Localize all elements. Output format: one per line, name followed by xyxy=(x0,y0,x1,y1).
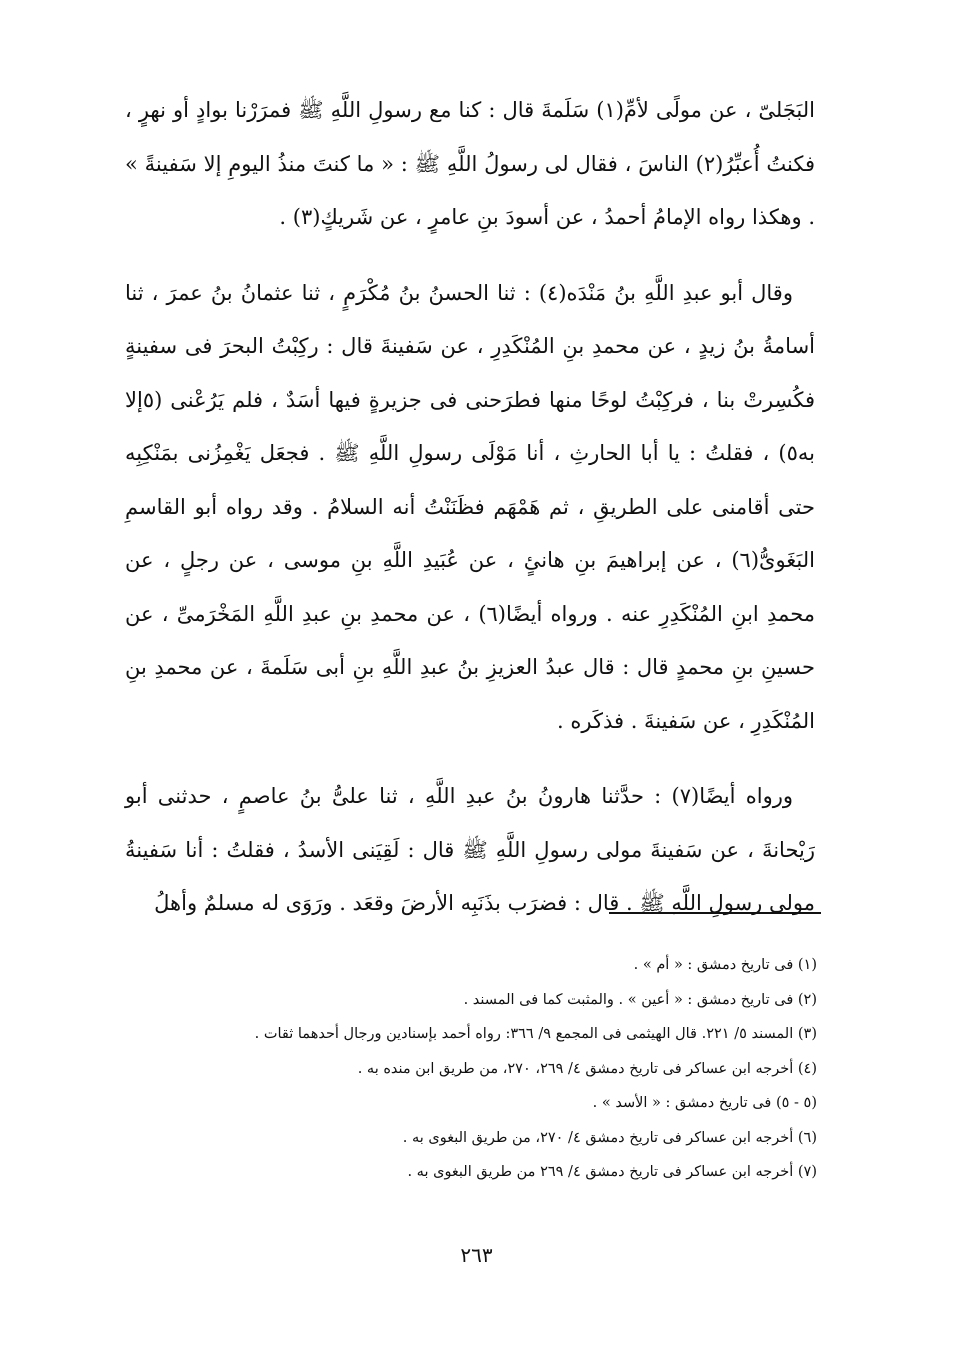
main-text xyxy=(125,84,815,931)
footnote-5: (٥ - ٥) فى تاريخ دمشق : « الأسد » . xyxy=(592,1095,817,1111)
footnote-1: (١) فى تاريخ دمشق : « أم » . xyxy=(633,957,817,973)
paragraph-1: البَجَلىّ ، عن مولًى لأمِّ(١) سَلَمةَ قال : كنا مع رسولِ اللَّهِ ﷺ فمرَرْنا بوادٍ أو نهرٍ ، فكنتُ أُعبِّرُ(٢) الناسَ ، فقال لى رسولُ اللَّهِ ﷺ : « ما كنتَ منذُ اليومِ إلا سَفينةً » . وهكذا رواه الإمامُ أحمدُ ، عن أسودَ بنِ عامرٍ ، عن شَريكٍ(٣) . xyxy=(125,98,815,229)
page-number: ٢٦٣ xyxy=(460,1243,493,1267)
paragraph-3: ورواه أيضًا(٧) : حدَّثنا هارونُ بنُ عبدِ اللَّهِ ، ثنا علىُّ بنُ عاصمٍ ، حدثنى أبو رَيْحانةَ ، عن سَفينةَ مولى رسولِ اللَّهِ ﷺ قال : لَقِيَنى الأسدُ ، فقلتُ : أنا سَفينةُ مولى رسولِ اللَّهِ ﷺ . قال : فضرَب بذَنَبِه الأرضَ وقعَد . ورَوَى له مسلمٌ وأهلُ xyxy=(125,784,815,915)
footnote-6: (٦) أخرجه ابن عساكر فى تاريخ دمشق ٤/ ٢٧٠، من طريق البغوى به . xyxy=(402,1129,817,1146)
footnotes xyxy=(117,948,817,1190)
footnote-separator xyxy=(609,912,821,914)
footnote-3: (٣) المسند ٥/ ٢٢١. قال الهيثمى فى المجمع ٩/ ٣٦٦: رواه أحمد بإسنادين ورجال أحدهما ثقات . xyxy=(254,1026,817,1042)
footnote-7: (٧) أخرجه ابن عساكر فى تاريخ دمشق ٤/ ٢٦٩ من طريق البغوى به . xyxy=(407,1164,817,1180)
footnote-2: (٢) فى تاريخ دمشق : « أعين » . والمثبت كما فى المسند . xyxy=(463,991,817,1008)
footnote-4: (٤) أخرجه ابن عساكر فى تاريخ دمشق ٤/ ٢٦٩، ٢٧٠، من طريق ابن منده به . xyxy=(357,1060,817,1077)
paragraph-2: وقال أبو عبدِ اللَّهِ بنُ مَنْدَه(٤) : ثنا الحسنُ بنُ مُكْرَمٍ ، ثنا عثمانُ بنُ عمرَ ، ثنا أسامةُ بنُ زيدٍ ، عن محمدِ بنِ المُنْكَدِرِ ، عن سَفينةَ قال : ركِبْتُ البحرَ فى سفينةٍ فكُسِرتْ بنا ، فركِبْتُ لوحًا منها فطرَحنى فى جزيرةٍ فيها أسَدٌ ، فلم يَرُعْنى (٥إلا به٥) ، فقلتُ : يا أبا الحارثِ ، أنا مَوْلَى رسولِ اللَّهِ ﷺ . فجعَل يَغْمِزُنى بمَنْكِبِه حتى أقامنى على الطريقِ ، ثم هَمْهَم فظَنَنْتُ أنه السلامُ . وقد رواه أبو القاسمِ البَغَوىُّ(٦) ، عن إبراهيمَ بنِ هانئٍ ، عن عُبَيدِ اللَّهِ بنِ موسى ، عن رجلٍ ، عن محمدِ ابنِ المُنْكَدِرِ عنه . ورواه أيضًا(٦) ، عن محمدِ بنِ عبدِ اللَّهِ المَخْرَمىِّ ، عن حسينِ بنِ محمدٍ قال : قال عبدُ العزيزِ بنُ عبدِ اللَّهِ بنِ أبى سَلَمةَ ، عن محمدِ بنِ المُنْكَدِرِ ، عن سَفينةَ . فذكَره . xyxy=(125,280,815,733)
